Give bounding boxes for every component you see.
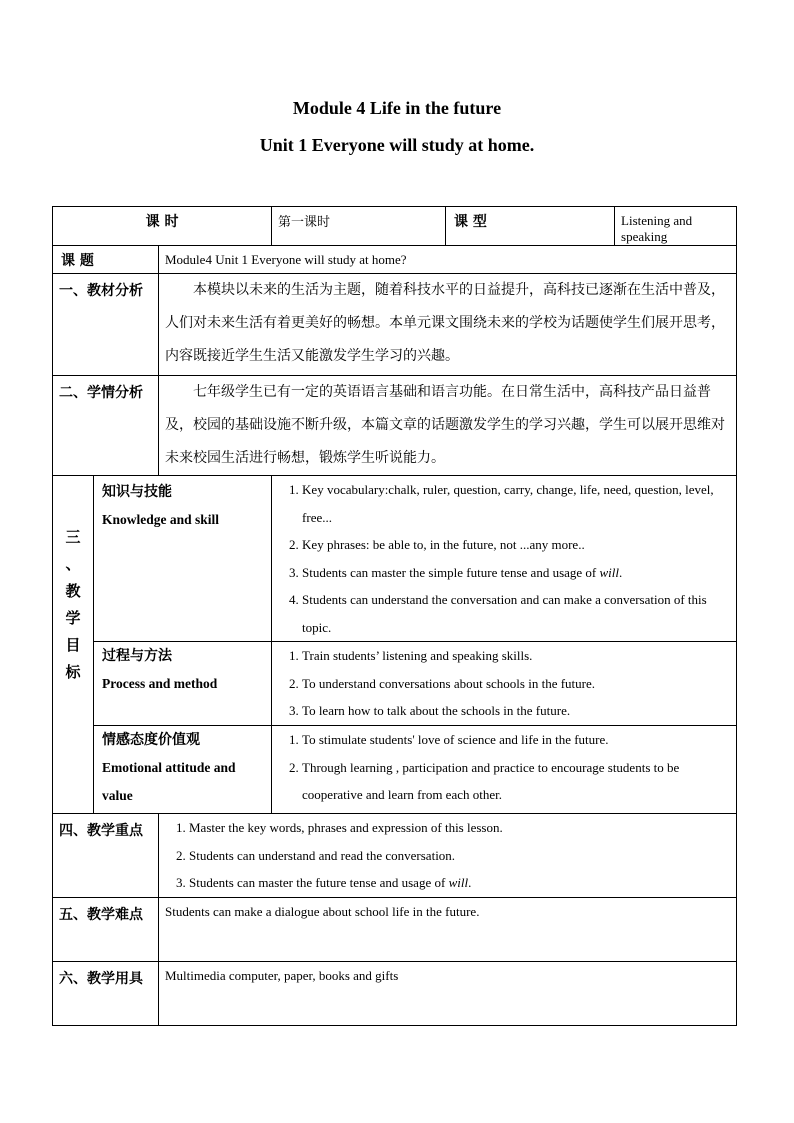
students-text [159, 376, 737, 476]
material-paragraph: 本模块以未来的生活为主题，随着科技水平的日益提升，高科技已逐渐在生活中普及，人们对未来生活有着更美好的畅想。本单元课文围绕未来的学校为话题使学生们展开思考，内容既接近学生生活又能激发学生学习的兴趣。 [165, 282, 725, 364]
topic-row [53, 246, 737, 274]
material-text [159, 274, 737, 376]
list-item: 2. Key phrases: be able to, in the future, not ...any more.. [302, 531, 730, 559]
goals-label-char: 标 [65, 663, 81, 681]
process-label [94, 642, 272, 726]
goals-label-char: 、 [65, 555, 81, 573]
list-item: 1. Master the key words, phrases and expression of this lesson. [189, 814, 730, 842]
goals-label-char: 教 [65, 582, 81, 600]
list-item: 4. Students can understand the conversation and can make a conversation of this topic. [302, 586, 730, 641]
period-value: 第一课时 [272, 207, 446, 246]
material-row [53, 274, 737, 376]
tools-text: Multimedia computer, paper, books and gifts [159, 962, 737, 1026]
difficulty-text: Students can make a dialogue about school life in the future. [159, 898, 737, 962]
material-label: 一、教材分析 [53, 274, 159, 376]
process-label-en: Process and method [102, 676, 218, 691]
emotion-items [272, 726, 737, 814]
goals-label [53, 476, 94, 814]
process-label-cn: 过程与方法 [102, 648, 172, 664]
list-item-emphasis: will [448, 875, 469, 890]
students-label: 二、学情分析 [53, 376, 159, 476]
students-paragraph: 七年级学生已有一定的英语语言基础和语言功能。在日常生活中，高科技产品日益普及，校园的基础设施不断升级，本篇文章的话题激发学生的学习兴趣，学生可以展开思维对未来校园生活进行畅想，锻炼学生听说能力。 [165, 384, 725, 466]
topic-value: Module4 Unit 1 Everyone will study at home? [159, 246, 737, 274]
list-item: 1. Key vocabulary:chalk, ruler, question, carry, change, life, need, question, level, free... [302, 476, 730, 531]
list-item: 1. To stimulate students' love of science and life in the future. [302, 726, 730, 754]
difficulty-row [53, 898, 737, 962]
type-label: 课 型 [446, 207, 615, 246]
list-item-end: . [468, 875, 472, 890]
goals-label-char: 三 [65, 528, 81, 546]
list-item: 2. Students can understand and read the conversation. [189, 842, 730, 870]
goals-label-char: 学 [65, 609, 81, 627]
emotion-label-cn: 情感态度价值观 [102, 732, 200, 748]
knowledge-label-en: Knowledge and skill [102, 512, 220, 527]
focus-row [53, 814, 737, 898]
tools-label: 六、教学用具 [53, 962, 159, 1026]
knowledge-items [272, 476, 737, 642]
emotion-label [94, 726, 272, 814]
list-item [302, 559, 730, 587]
goals-knowledge-row [53, 476, 737, 642]
list-item-text: Students can master the simple future tense and usage of [302, 564, 600, 580]
process-items [272, 642, 737, 726]
list-item [189, 869, 730, 897]
goals-label-char: 目 [65, 636, 81, 654]
list-item-text: Students can master the future tense and usage of [189, 875, 449, 890]
knowledge-label-cn: 知识与技能 [102, 484, 172, 500]
tools-row [53, 962, 737, 1026]
list-item-emphasis: will [599, 564, 620, 580]
emotion-label-en: Emotional attitude and value [102, 760, 236, 803]
period-row [53, 207, 737, 246]
topic-label: 课 题 [53, 246, 159, 274]
lesson-plan-table [52, 206, 737, 1026]
goals-emotion-row [53, 726, 737, 814]
focus-items [159, 814, 737, 898]
module-title: Module 4 Life in the future [292, 98, 502, 118]
period-label: 课 时 [53, 207, 272, 246]
students-row [53, 376, 737, 476]
list-item: 2. Through learning , participation and practice to encourage students to be cooperative and learn from each other. [302, 754, 730, 809]
list-item-end: . [619, 564, 623, 580]
list-item: 3. To learn how to talk about the schools in the future. [302, 697, 730, 725]
focus-label: 四、教学重点 [53, 814, 159, 898]
type-value: Listening and speaking [615, 207, 737, 246]
goals-process-row [53, 642, 737, 726]
difficulty-label: 五、教学难点 [53, 898, 159, 962]
list-item: 1. Train students’ listening and speaking skills. [302, 642, 730, 670]
list-item: 2. To understand conversations about schools in the future. [302, 670, 730, 698]
unit-title: Unit 1 Everyone will study at home. [259, 135, 535, 155]
knowledge-label [94, 476, 272, 642]
